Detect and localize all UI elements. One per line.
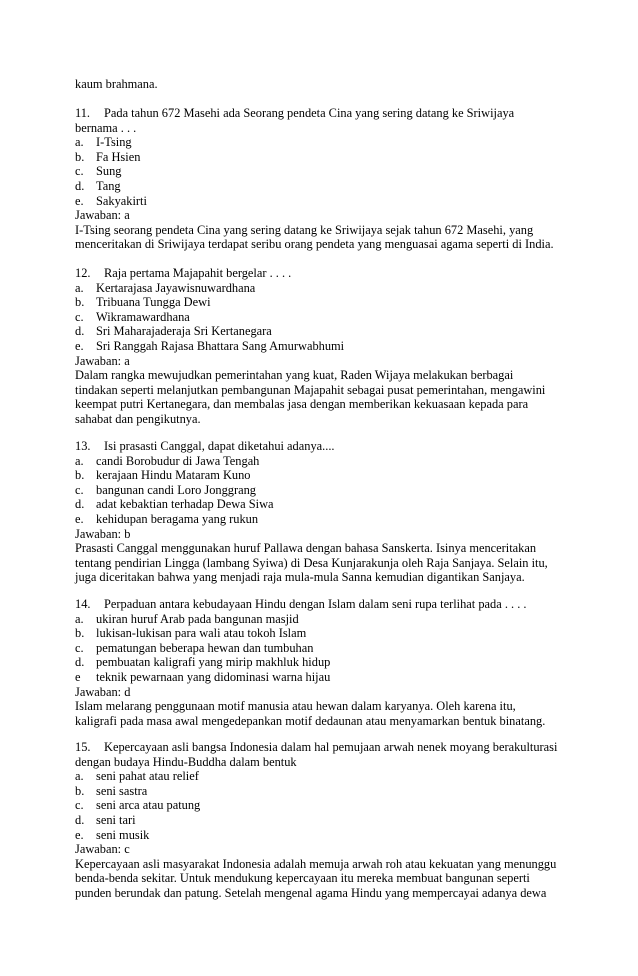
question-number: 15. xyxy=(75,740,91,754)
question-text: 11. Pada tahun 672 Masehi ada Seorang pendeta Cina yang sering datang ke Sriwijaya xyxy=(75,106,515,120)
option-a: a. candi Borobudur di Jawa Tengah xyxy=(75,453,260,468)
question-text-cont: bernama . . . xyxy=(75,120,137,135)
explanation-line: kaligrafi pada masa awal mengedepankan motif dedaunan atau menyamarkan bentuk binatang. xyxy=(75,713,546,728)
option-c: c. seni arca atau patung xyxy=(75,798,201,813)
answer-line: Jawaban: d xyxy=(75,684,131,699)
explanation-line: Dalam rangka mewujudkan pemerintahan yang kuat, Raden Wijaya melakukan berbagai xyxy=(75,368,514,383)
option-b: b. kerajaan Hindu Mataram Kuno xyxy=(75,468,251,483)
option-a: a. I-Tsing xyxy=(75,135,132,150)
answer-line: Jawaban: b xyxy=(75,526,131,541)
explanation-line: tentang pendirian Lingga (lambang Syiwa) di Desa Kunjarakunja oleh Raja Sanjaya. Selain itu, xyxy=(75,555,548,570)
option-c: c. bangunan candi Loro Jonggrang xyxy=(75,482,257,497)
explanation-line: menceritakan di Sriwijaya terdapat seribu orang pendeta yang menguasai agama seperti di India. xyxy=(75,237,554,252)
question-11 xyxy=(75,106,575,252)
option-d: d. Sri Maharajaderaja Sri Kertanegara xyxy=(75,324,272,339)
explanation-line: sahabat dan pengikutnya. xyxy=(75,411,201,426)
option-d: d. adat kebaktian terhadap Dewa Siwa xyxy=(75,497,274,512)
question-text: 14. Perpaduan antara kebudayaan Hindu dengan Islam dalam seni rupa terlihat pada . . . . xyxy=(75,597,527,611)
option-e: e. Sakyakirti xyxy=(75,193,147,208)
explanation-line: tindakan seperti melanjutkan pembangunan Majapahit sebagai pusat pemerintahan, mengawini xyxy=(75,382,546,397)
explanation-line: Kepercayaan asli masyarakat Indonesia adalah memuja arwah roh atau kekuatan yang menunggu xyxy=(75,856,557,871)
explanation-line: I-Tsing seorang pendeta Cina yang sering datang ke Sriwijaya sejak tahun 672 Masehi, yang xyxy=(75,222,534,237)
option-a: a. Kertarajasa Jayawisnuwardhana xyxy=(75,280,256,295)
question-text: 13. Isi prasasti Canggal, dapat diketahui adanya.... xyxy=(75,439,335,453)
question-text-cont: dengan budaya Hindu-Buddha dalam bentuk xyxy=(75,754,297,769)
question-number: 11. xyxy=(75,106,91,120)
option-b: b. Tribuana Tungga Dewi xyxy=(75,295,211,310)
answer-line: Jawaban: a xyxy=(75,208,130,223)
answer-line: Jawaban: c xyxy=(75,842,130,857)
question-13 xyxy=(75,439,575,585)
explanation-line: Islam melarang penggunaan motif manusia atau hewan dalam karyanya. Oleh karena itu, xyxy=(75,699,516,714)
question-12 xyxy=(75,266,575,427)
answer-line: Jawaban: a xyxy=(75,353,130,368)
question-number: 13. xyxy=(75,439,91,453)
intro-line: kaum brahmana. xyxy=(75,77,158,91)
option-e: e. seni musik xyxy=(75,827,150,842)
option-a: a. ukiran huruf Arab pada bangunan masjid xyxy=(75,611,299,626)
option-d: d. Tang xyxy=(75,178,121,193)
explanation-line: juga diceritakan bahwa yang menjadi raja mula-mula Sanna kemudian digantikan Sanjaya. xyxy=(75,570,525,585)
question-14 xyxy=(75,597,575,728)
option-b: b. lukisan-lukisan para wali atau tokoh Islam xyxy=(75,626,307,641)
explanation-line: keempat putri Kertanegara, dan membalas jasa dengan memberikan kekuasaan kepada para xyxy=(75,397,529,412)
explanation-line: punden berundak dan patung. Setelah mengenal agama Hindu yang mempercayai adanya dewa xyxy=(75,885,547,900)
option-e: e. Sri Ranggah Rajasa Bhattara Sang Amurwabhumi xyxy=(75,338,345,353)
question-text: 15. Kepercayaan asli bangsa Indonesia dalam hal pemujaan arwah nenek moyang berakulturasi xyxy=(75,740,558,754)
option-c: c. Sung xyxy=(75,164,122,179)
explanation-line: Prasasti Canggal menggunakan huruf Pallawa dengan bahasa Sanskerta. Isinya menceritakan xyxy=(75,541,537,556)
question-text: 12. Raja pertama Majapahit bergelar . . . . xyxy=(75,266,292,280)
option-b: b. Fa Hsien xyxy=(75,149,141,164)
option-b: b. seni sastra xyxy=(75,783,148,798)
explanation-line: benda-benda sekitar. Untuk mendukung kepercayaan itu mereka membuat bangunan seperti xyxy=(75,871,530,886)
option-a: a. seni pahat atau relief xyxy=(75,769,199,784)
option-d: d. pembuatan kaligrafi yang mirip makhluk hidup xyxy=(75,655,331,670)
question-number: 14. xyxy=(75,597,91,611)
option-c: c. Wikramawardhana xyxy=(75,309,190,324)
option-e: e teknik pewarnaan yang didominasi warna hijau xyxy=(75,669,331,684)
question-number: 12. xyxy=(75,266,91,280)
option-e: e. kehidupan beragama yang rukun xyxy=(75,511,259,526)
option-c: c. pematungan beberapa hewan dan tumbuhan xyxy=(75,640,314,655)
question-15 xyxy=(75,740,575,901)
option-d: d. seni tari xyxy=(75,812,136,827)
